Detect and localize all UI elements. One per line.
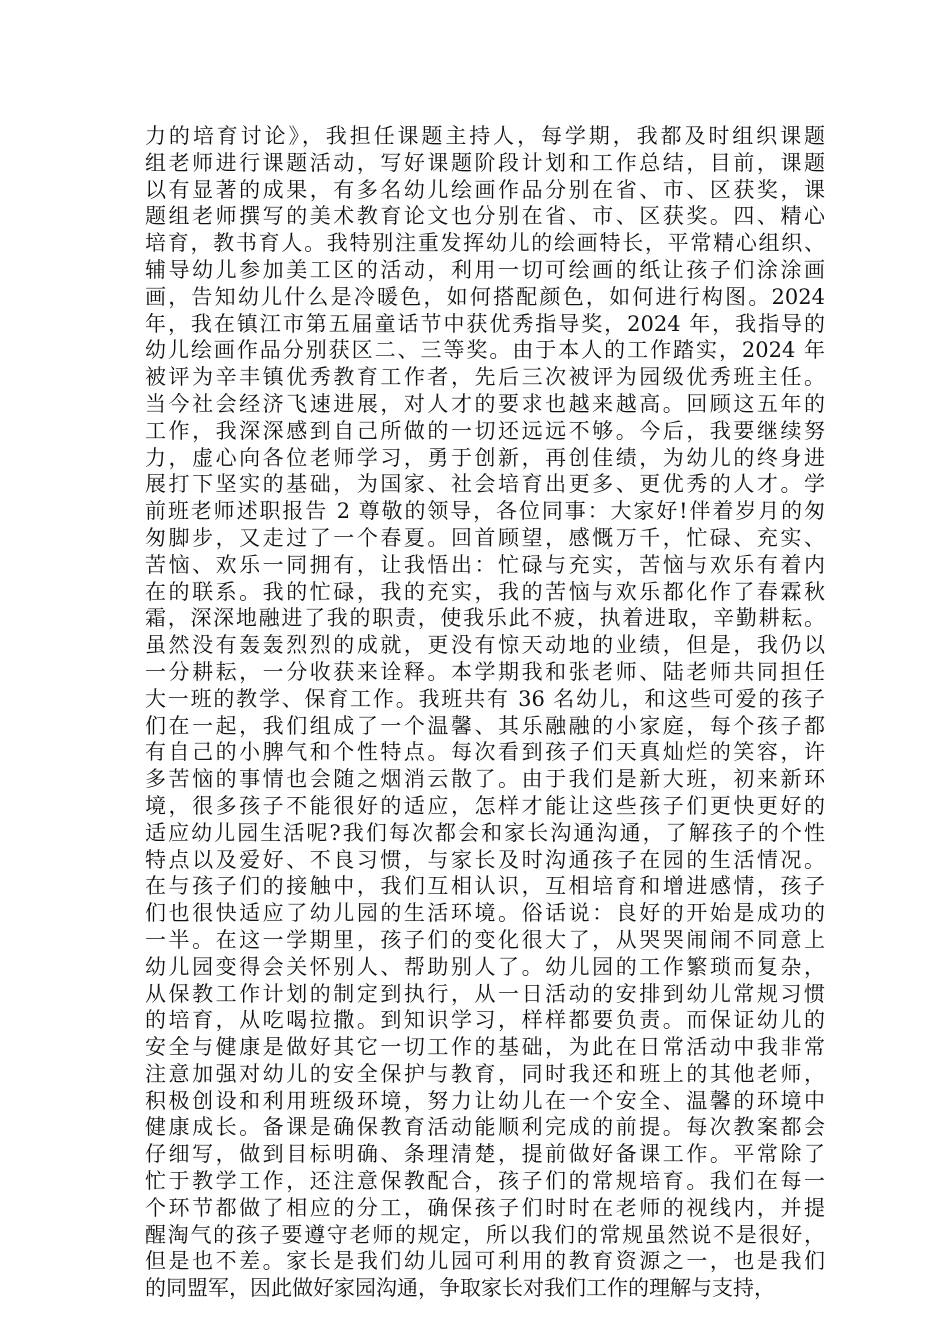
text-line: 被评为辛丰镇优秀教育工作者，先后三次被评为园级优秀班主任。 — [145, 365, 825, 390]
text-line: 虽然没有轰轰烈烈的成就，更没有惊天动地的业绩，但是，我仍以 — [145, 633, 825, 658]
text-line: 前班老师述职报告 2 尊敬的领导，各位同事：大家好!伴着岁月的匆 — [145, 499, 825, 524]
text-line: 适应幼儿园生活呢?我们每次都会和家长沟通沟通，了解孩子的个性 — [145, 820, 825, 845]
text-line: 苦恼、欢乐一同拥有，让我悟出：忙碌与充实，苦恼与欢乐有着内 — [145, 552, 825, 577]
text-line: 工作，我深深感到自己所做的一切还远远不够。今后，我要继续努 — [145, 418, 825, 443]
text-line: 注意加强对幼儿的安全保护与教育，同时我还和班上的其他老师， — [145, 1061, 825, 1086]
text-line: 们也很快适应了幼儿园的生活环境。俗话说：良好的开始是成功的 — [145, 901, 825, 926]
text-line: 个环节都做了相应的分工，确保孩子们时时在老师的视线内，并提 — [145, 1195, 825, 1220]
text-line: 的培育，从吃喝拉撒。到知识学习，样样都要负责。而保证幼儿的 — [145, 1008, 825, 1033]
text-line: 仔细写，做到目标明确、条理清楚，提前做好备课工作。平常除了 — [145, 1142, 825, 1167]
text-line: 年，我在镇江市第五届童话节中获优秀指导奖，2024 年，我指导的 — [145, 311, 825, 336]
text-line: 多苦恼的事情也会随之烟消云散了。由于我们是新大班，初来新环 — [145, 767, 825, 792]
text-line: 组老师进行课题活动，写好课题阶段计划和工作总结，目前，课题 — [145, 150, 825, 175]
text-line: 幼儿绘画作品分别获区二、三等奖。由于本人的工作踏实，2024 年 — [145, 338, 825, 363]
text-line: 从保教工作计划的制定到执行，从一日活动的安排到幼儿常规习惯 — [145, 981, 825, 1006]
text-line: 有自己的小脾气和个性特点。每次看到孩子们天真灿烂的笑容，许 — [145, 740, 825, 765]
text-line: 特点以及爱好、不良习惯，与家长及时沟通孩子在园的生活情况。 — [145, 847, 825, 872]
text-line: 的同盟军，因此做好家园沟通，争取家长对我们工作的理解与支持， — [145, 1276, 775, 1301]
text-line: 力，虚心向各位老师学习，勇于创新，再创佳绩，为幼儿的终身进 — [145, 445, 825, 470]
text-line: 题组老师撰写的美术教育论文也分别在省、市、区获奖。四、精心 — [145, 204, 825, 229]
text-line: 在与孩子们的接触中，我们互相认识，互相培育和增进感情，孩子 — [145, 874, 825, 899]
text-line: 当今社会经济飞速进展，对人才的要求也越来越高。回顾这五年的 — [145, 391, 825, 416]
text-line: 一分耕耘，一分收获来诠释。本学期我和张老师、陆老师共同担任 — [145, 659, 825, 684]
text-line: 匆脚步，又走过了一个春夏。回首顾望，感慨万千，忙碌、充实、 — [145, 525, 825, 550]
text-line: 大一班的教学、保育工作。我班共有 36 名幼儿，和这些可爱的孩子 — [145, 686, 825, 711]
text-line: 幼儿园变得会关怀别人、帮助别人了。幼儿园的工作繁琐而复杂， — [145, 954, 825, 979]
text-line: 忙于教学工作，还注意保教配合，孩子们的常规培育。我们在每一 — [145, 1169, 825, 1194]
text-line: 辅导幼儿参加美工区的活动，利用一切可绘画的纸让孩子们涂涂画 — [145, 257, 825, 282]
text-line: 培育，教书育人。我特别注重发挥幼儿的绘画特长，平常精心组织、 — [145, 231, 825, 256]
text-line: 们在一起，我们组成了一个温馨、其乐融融的小家庭，每个孩子都 — [145, 713, 825, 738]
text-line: 一半。在这一学期里，孩子们的变化很大了，从哭哭闹闹不同意上 — [145, 927, 825, 952]
text-line: 但是也不差。家长是我们幼儿园可利用的教育资源之一，也是我们 — [145, 1249, 825, 1274]
text-line: 在的联系。我的忙碌，我的充实，我的苦恼与欢乐都化作了春霖秋 — [145, 579, 825, 604]
text-line: 展打下坚实的基础，为国家、社会培育出更多、更优秀的人才。学 — [145, 472, 825, 497]
text-line: 以有显著的成果，有多名幼儿绘画作品分别在省、市、区获奖，课 — [145, 177, 825, 202]
text-line: 安全与健康是做好其它一切工作的基础，为此在日常活动中我非常 — [145, 1035, 825, 1060]
text-line: 境，很多孩子不能很好的适应，怎样才能让这些孩子们更快更好的 — [145, 793, 825, 818]
text-line: 积极创设和利用班级环境，努力让幼儿在一个安全、温馨的环境中 — [145, 1088, 825, 1113]
body-text — [145, 123, 825, 1302]
text-line: 霜，深深地融进了我的职责，使我乐此不疲，执着进取，辛勤耕耘。 — [145, 606, 825, 631]
text-line: 力的培育讨论》，我担任课题主持人，每学期，我都及时组织课题 — [145, 124, 825, 148]
text-line: 醒淘气的孩子要遵守老师的规定，所以我们的常规虽然说不是很好， — [145, 1222, 825, 1247]
text-line: 画，告知幼儿什么是冷暖色，如何搭配颜色，如何进行构图。2024 — [145, 284, 825, 309]
text-line: 健康成长。备课是确保教育活动能顺利完成的前提。每次教案都会 — [145, 1115, 825, 1140]
